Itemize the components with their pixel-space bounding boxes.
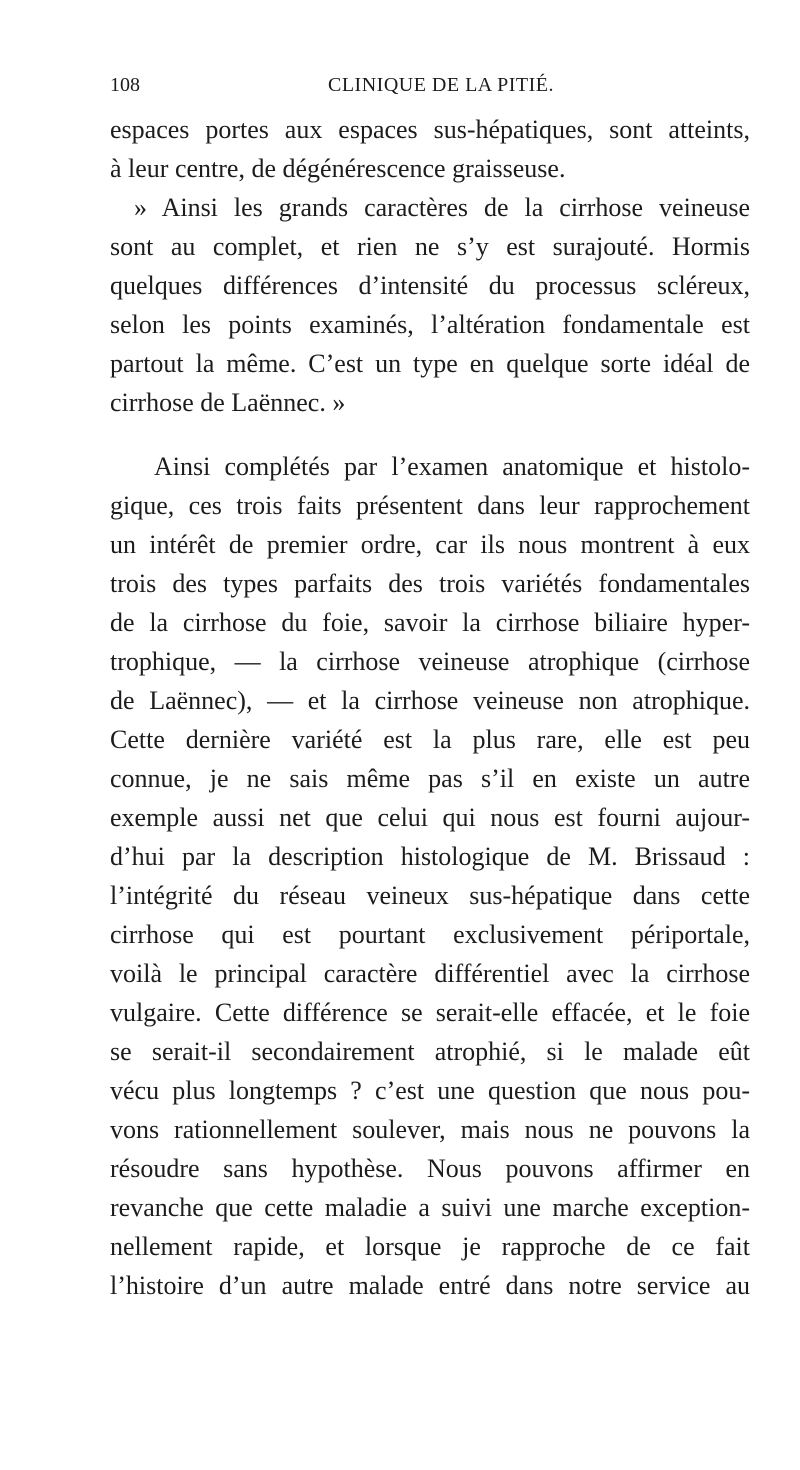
text-line: » Ainsi les grands caractères de la cirrhose veineuse — [134, 193, 750, 222]
text-line: se serait-il secondairement atrophié, si le malade eût — [110, 1037, 750, 1066]
text-line: résoudre sans hypothèse. Nous pouvons affirmer en — [110, 1154, 750, 1183]
text-line: de Laënnec), — et la cirrhose veineuse non atrophique. — [110, 686, 750, 715]
text-line: cirrhose qui est pourtant exclusivement périportale, — [110, 920, 750, 949]
text-line: partout la même. C’est un type en quelque sorte idéal de — [110, 349, 750, 378]
text-line: connue, je ne sais même pas s’il en existe un autre — [110, 764, 750, 793]
text-line: Cette dernière variété est la plus rare, elle est peu — [110, 725, 750, 754]
text-line: vécu plus longtemps ? c’est une question que nous pou- — [110, 1076, 750, 1105]
page-number: 108 — [110, 74, 140, 96]
text-line: nellement rapide, et lorsque je rapproche de ce fait — [110, 1232, 750, 1261]
text-line: trophique, — la cirrhose veineuse atrophique (cirrhose — [110, 647, 750, 676]
text-line: voilà le principal caractère différentiel avec la cirrhose — [110, 959, 750, 988]
text-line: exemple aussi net que celui qui nous est fourni aujour- — [110, 803, 750, 832]
text-line: vulgaire. Cette différence se serait-elle effacée, et le foie — [110, 998, 750, 1027]
text-line: Ainsi complétés par l’examen anatomique et histolo- — [154, 452, 750, 481]
text-line: vons rationnellement soulever, mais nous ne pouvons la — [110, 1115, 750, 1144]
text-line: cirrhose de Laënnec. » — [110, 388, 346, 417]
text-line: gique, ces trois faits présentent dans leur rapprochement — [110, 491, 750, 520]
text-line: d’hui par la description histologique de M. Brissaud : — [110, 842, 750, 871]
text-line: un intérêt de premier ordre, car ils nous montrent à eux — [110, 530, 750, 559]
text-line: quelques différences d’intensité du processus scléreux, — [110, 271, 750, 300]
running-head — [110, 74, 750, 104]
text-line: espaces portes aux espaces sus-hépatiques, sont atteints, — [110, 115, 750, 144]
text-line: à leur centre, de dégénérescence graisseuse. — [110, 154, 566, 183]
text-line: revanche que cette maladie a suivi une marche exception- — [110, 1193, 750, 1222]
text-line: trois des types parfaits des trois variétés fondamentales — [110, 569, 750, 598]
text-line: l’histoire d’un autre malade entré dans notre service au — [110, 1271, 750, 1300]
text-line: l’intégrité du réseau veineux sus-hépatique dans cette — [110, 881, 750, 910]
running-title: CLINIQUE DE LA PITIÉ. — [328, 74, 555, 96]
text-line: sont au complet, et rien ne s’y est surajouté. Hormis — [110, 232, 750, 261]
text-line: de la cirrhose du foie, savoir la cirrhose biliaire hyper- — [110, 608, 750, 637]
text-line: selon les points examinés, l’altération fondamentale est — [110, 310, 750, 339]
